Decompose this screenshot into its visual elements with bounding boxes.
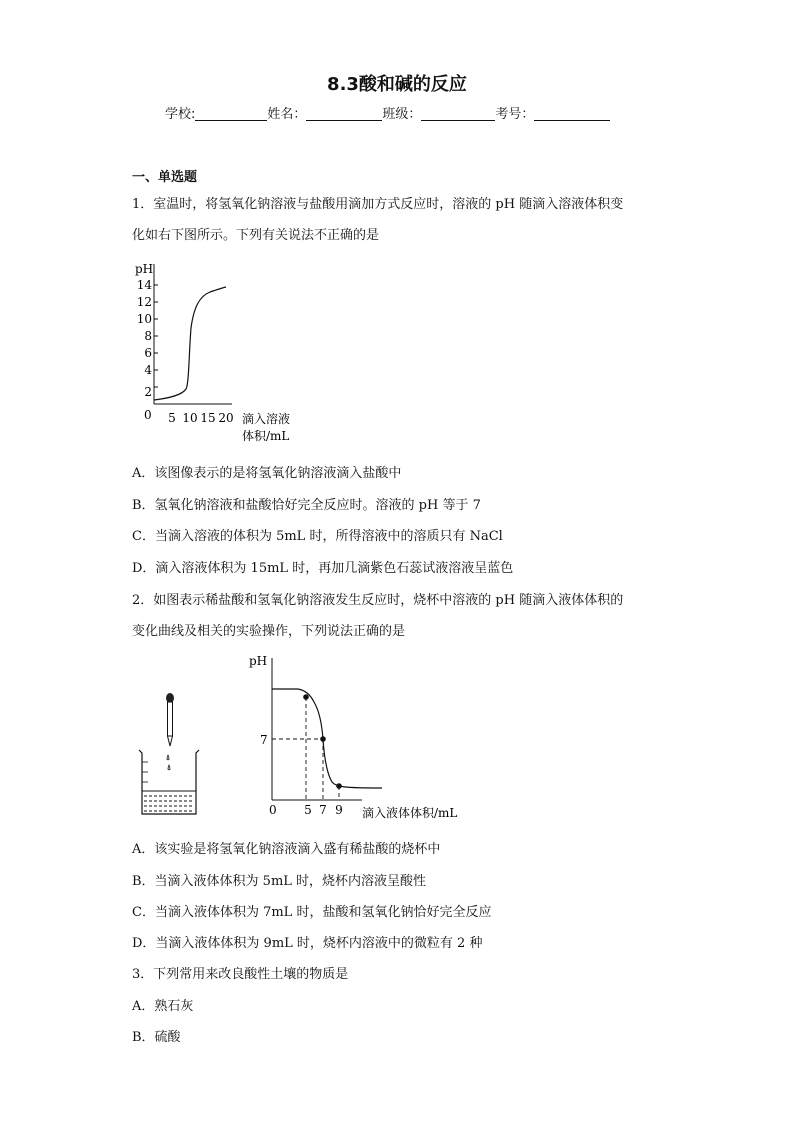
q1-y-axis-label: pH	[135, 262, 154, 276]
q1-x-axis-label-2: 体积/mL	[242, 429, 290, 443]
class-blank	[421, 106, 495, 121]
q2-point	[303, 694, 309, 700]
q2-stem-line-2: 变化曲线及相关的实验操作，下列说法正确的是	[132, 624, 406, 639]
class-label: 班级：	[382, 107, 422, 122]
q1-origin-label: 0	[144, 408, 152, 422]
q2-option-d: D．当滴入液体体积为 9mL 时，烧杯内溶液中的微粒有 2 种	[132, 936, 483, 951]
q1-y-tick: 14	[136, 278, 152, 292]
q1-x-tick: 5	[168, 411, 176, 425]
q2-option-a: A．该实验是将氢氧化钠溶液滴入盛有稀盐酸的烧杯中	[132, 842, 441, 857]
school-blank	[195, 106, 267, 121]
q2-x-axis-label: 滴入液体体积/mL	[362, 806, 458, 820]
q3-option-a: A．熟石灰	[132, 999, 194, 1014]
q1-option-d: D．滴入溶液体积为 15mL 时，再加几滴紫色石蕊试液溶液呈蓝色	[132, 561, 514, 576]
q2-beaker-dropper-illustration	[132, 690, 208, 820]
q1-option-a: A．该图像表示的是将氢氧化钠溶液滴入盐酸中	[132, 466, 402, 481]
q2-x-tick: 5	[304, 803, 312, 817]
q1-option-c: C．当滴入溶液的体积为 5mL 时，所得溶液中的溶质只有 NaCl	[132, 529, 503, 544]
q3-stem: 3．下列常用来改良酸性土壤的物质是	[132, 967, 349, 982]
q1-stem-line-1: 1．室温时，将氢氧化钠溶液与盐酸用滴加方式反应时，溶液的 pH 随滴入溶液体积变	[132, 197, 624, 212]
q2-stem-line-1: 2．如图表示稀盐酸和氢氧化钠溶液发生反应时，烧杯中溶液的 pH 随滴入液体体积的	[132, 593, 624, 608]
droplet	[168, 765, 170, 770]
exam-no-label: 考号：	[495, 107, 535, 122]
q1-x-tick: 20	[218, 411, 234, 425]
dropper-tube	[168, 702, 173, 736]
q2-origin-label: 0	[269, 803, 277, 817]
q1-y-tick: 8	[144, 329, 152, 343]
q2-ph-graph	[244, 650, 480, 822]
q1-stem-line-2: 化如右下图所示。下列有关说法不正确的是	[132, 228, 380, 243]
q1-x-axis-label-1: 滴入溶液	[242, 412, 291, 426]
q2-y-axis-label: pH	[249, 654, 268, 668]
exam-no-blank	[534, 106, 610, 121]
q2-x-tick: 9	[335, 803, 343, 817]
document-title: 8.3酸和碱的反应	[327, 74, 467, 95]
q2-point	[320, 736, 326, 742]
q2-ph-curve	[272, 689, 382, 788]
q1-option-b: B．氢氧化钠溶液和盐酸恰好完全反应时。溶液的 pH 等于 7	[132, 498, 481, 513]
section-title: 一、单选题	[132, 170, 198, 185]
q1-y-tick: 12	[136, 295, 152, 309]
q2-option-b: B．当滴入液体体积为 5mL 时，烧杯内溶液呈酸性	[132, 874, 427, 889]
q1-y-tick: 6	[144, 346, 152, 360]
q1-y-tick: 4	[144, 363, 152, 377]
q2-x-tick: 7	[319, 803, 327, 817]
q3-option-b: B．硫酸	[132, 1030, 181, 1045]
school-label: 学校:	[165, 107, 196, 122]
q1-x-tick: 10	[182, 411, 198, 425]
student-info-row	[165, 103, 610, 122]
q2-point	[336, 783, 342, 789]
q2-option-c: C．当滴入液体体积为 7mL 时，盐酸和氢氧化钠恰好完全反应	[132, 905, 492, 920]
name-label: 姓名：	[267, 107, 307, 122]
q1-ph-curve	[154, 287, 226, 400]
q1-y-tick: 2	[144, 385, 152, 399]
name-blank	[306, 106, 382, 121]
q2-y-tick: 7	[260, 733, 268, 747]
q1-ph-graph	[132, 256, 312, 448]
droplet	[167, 755, 169, 760]
q1-x-tick: 15	[200, 411, 216, 425]
q1-y-tick: 10	[136, 312, 152, 326]
